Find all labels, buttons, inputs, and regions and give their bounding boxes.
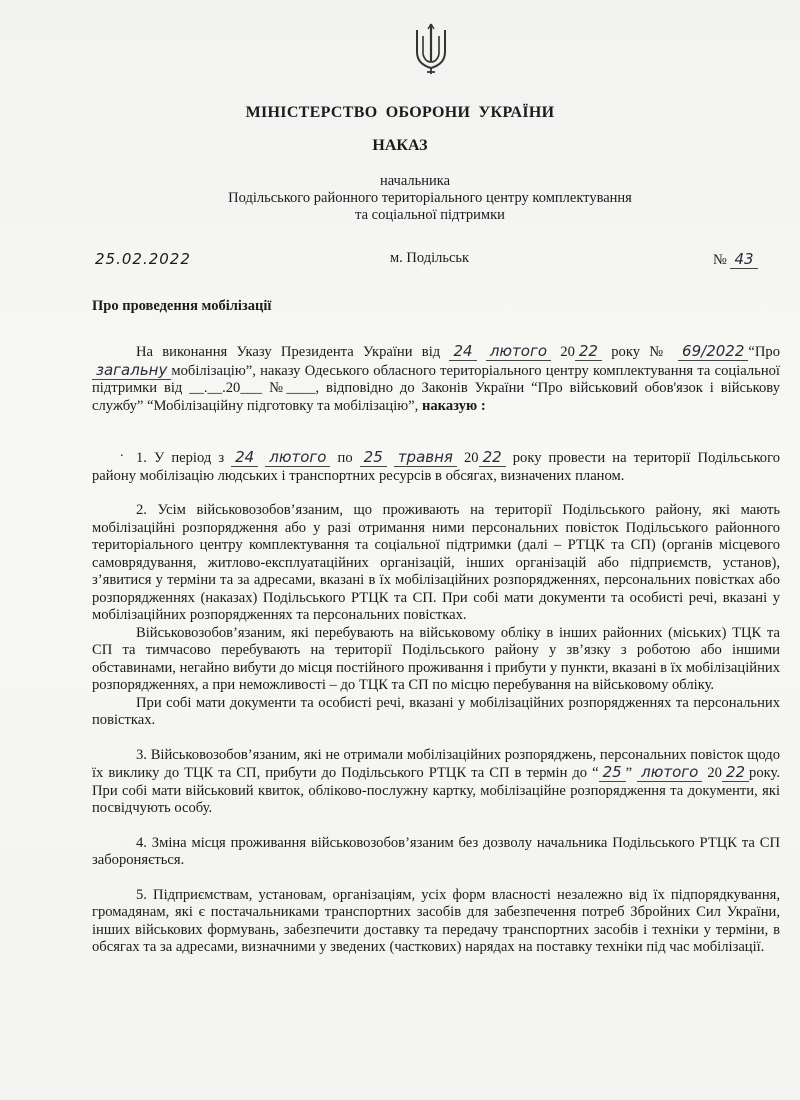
subtitle-line: начальника	[379, 173, 451, 189]
item-4: 4. Зміна місця проживання військовозобов’язаним без дозволу начальника Подільського РТЦК та СП забороняється.	[92, 834, 780, 868]
text-run: 1. У період з	[136, 450, 225, 466]
handwritten-decree-number: 69/2022	[678, 342, 748, 361]
text-run: На виконання Указу Президента України від	[136, 344, 441, 360]
item-2: 2. Усім військовозобов’язаним, що проживають на території Подільського району, які мають мобілізаційні розпорядження або у разі отримання ними персональних повісток Подільського районного територіального центру комплектування та соціальної підтримки (далі – РТЦК та СП) (органів місцевого самоврядування, житлово-експлуатаційних організацій, інших організацій або підприємств, установ), з’явитися у терміни та за адресами, вказані в їх мобілізаційних розпорядженнях, персональних повістках або розпорядженнях (наказах) Подільського РТЦК та СП. При собі мати документи та особисті речі, вказані у мобілізаційних розпорядженнях та персональних повістках.	[92, 502, 780, 623]
handwritten-month: травня	[394, 448, 457, 467]
handwritten-month: лютого	[637, 763, 702, 782]
handwritten-month: лютого	[265, 448, 330, 467]
handwritten-day: 24	[231, 448, 258, 467]
text-run: року провести на території Подільського району мобілізацію людських і транспортних ресурсів в обсягах, визначених планом.	[92, 450, 781, 484]
order-date: 25.02.2022	[95, 250, 191, 268]
item-5: 5. Підприємствам, установам, організаціям, усіх форм власності незалежно від їх підпорядкування, громадянам, які є постачальниками транспортних засобів для забезпечення потреб Збройних Сил України, інших військових формувань, забезпечити доставку та передачу транспортних засобів і техніки у терміни, в обсягах та за адресами, визначними у зведених (часткових) нарядах на поставку техніки під час мобілізації.	[92, 886, 780, 955]
order-city: м. Подільськ	[390, 250, 470, 266]
order-title: НАКАЗ	[372, 137, 428, 154]
handwritten-day: 25	[360, 448, 387, 467]
handwritten-year: 22	[479, 448, 506, 467]
text-run: 20	[463, 450, 479, 466]
ministry-heading: МІНІСТЕРСТВО ОБОРОНИ УКРАЇНИ	[245, 104, 555, 121]
text-run: 3. Військовозобов’язаним, які не отримали мобілізаційних розпоряджень, персональних повісток щодо їх виклику до ТЦК та СП, прибути до Подільського РТЦК та СП в термін до “	[92, 746, 780, 781]
item-2-continued: Військовозобов’язаним, які перебувають на військовому обліку в інших районних (міських) ТЦК та СП та тимчасово перебувають на території Подільського району у зв’язку з роботою або іншими обставинами, негайно вибути до місця постійного проживання і прибути у пункти, вказані в їх мобілізаційних розпорядженнях, а при неможливості – до ТЦК та СП по місцю перебування на військовому обліку.	[92, 624, 780, 693]
text-run: ”	[625, 765, 633, 781]
text-run: року №	[611, 344, 669, 360]
stray-mark: .	[120, 445, 124, 460]
order-verb: наказую :	[421, 397, 486, 414]
preamble-paragraph	[92, 343, 780, 415]
subtitle-line: та соціальної підтримки	[355, 207, 505, 223]
handwritten-year: 22	[722, 763, 749, 782]
text-run: мобілізацію”, наказу Одеського обласного територіального центру комплектування та соціальної підтримки від __.__.20___ №____, відповідно до Законів України “Про військовий обов'язок і військову службу” “Мобілізаційну підготовку та мобілізацію”,	[92, 362, 780, 414]
order-number	[713, 250, 758, 269]
text-run: “Про	[748, 344, 780, 360]
handwritten-day: 24	[449, 342, 476, 361]
order-body	[92, 343, 780, 957]
number-handwritten: 43	[730, 250, 757, 269]
text-run: року. При собі мати військовий квиток, обліково-послужну картку, мобілізаційне розпорядження та документи, які посвідчують особу.	[92, 765, 780, 816]
item-2-documents: При собі мати документи та особисті речі, вказані у мобілізаційних розпорядженнях та персональних повістках.	[92, 694, 780, 728]
item-3	[92, 747, 780, 818]
text-run: 20	[560, 344, 575, 360]
number-prefix: №	[713, 252, 727, 268]
order-topic: Про проведення мобілізації	[92, 298, 272, 314]
text-run: 20	[707, 765, 722, 781]
order-subtitle	[0, 173, 800, 224]
text-run: по	[337, 450, 353, 466]
subtitle-line: Подільського районного територіального центру комплектування	[228, 190, 632, 206]
handwritten-word: загальну	[92, 361, 171, 380]
item-1	[92, 449, 780, 485]
trident-icon	[413, 22, 449, 76]
handwritten-day: 25	[599, 763, 626, 782]
handwritten-month: лютого	[486, 342, 551, 361]
handwritten-year: 22	[575, 342, 602, 361]
